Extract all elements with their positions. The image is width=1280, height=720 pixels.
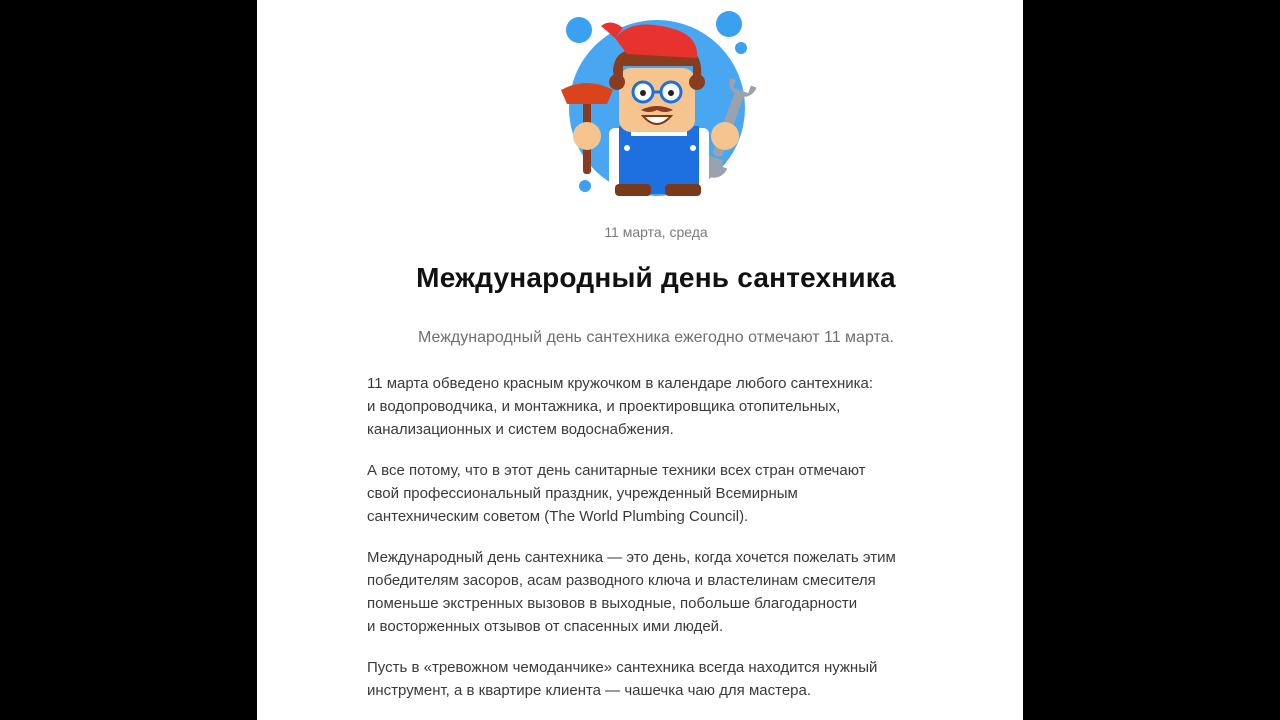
article-date: 11 марта, среда — [604, 224, 708, 240]
article-title: Международный день сантехника — [416, 262, 896, 293]
article-page — [257, 0, 1023, 720]
article-paragraph: А все потому, что в этот день санитарные техники всех стран отмечают свой профессиональный праздник, учрежденный Всемирным сантехническим советом (The World Plumbing Council). — [367, 462, 866, 525]
article-paragraph: Пусть в «тревожном чемоданчике» сантехника всегда находится нужный инструмент, а в квартире клиента — чашечка чаю для мастера. — [367, 659, 878, 699]
article-paragraph: Международный день сантехника — это день, когда хочется пожелать этим победителям засоров, асам разводного ключа и властелинам смесителя поменьше экстренных вызовов в выходные, побольше благодарности и восторженных отзывов от спасенных ими людей. — [367, 549, 896, 635]
article-paragraph: 11 марта обведено красным кружочком в календаре любого сантехника: и водопроводчика, и монтажника, и проектировщика отопительных, канализационных и систем водоснабжения. — [367, 375, 874, 438]
plumber-illustration-icon — [557, 8, 757, 198]
article-body — [367, 372, 967, 720]
article-lead: Международный день сантехника ежегодно отмечают 11 марта. — [417, 329, 894, 346]
